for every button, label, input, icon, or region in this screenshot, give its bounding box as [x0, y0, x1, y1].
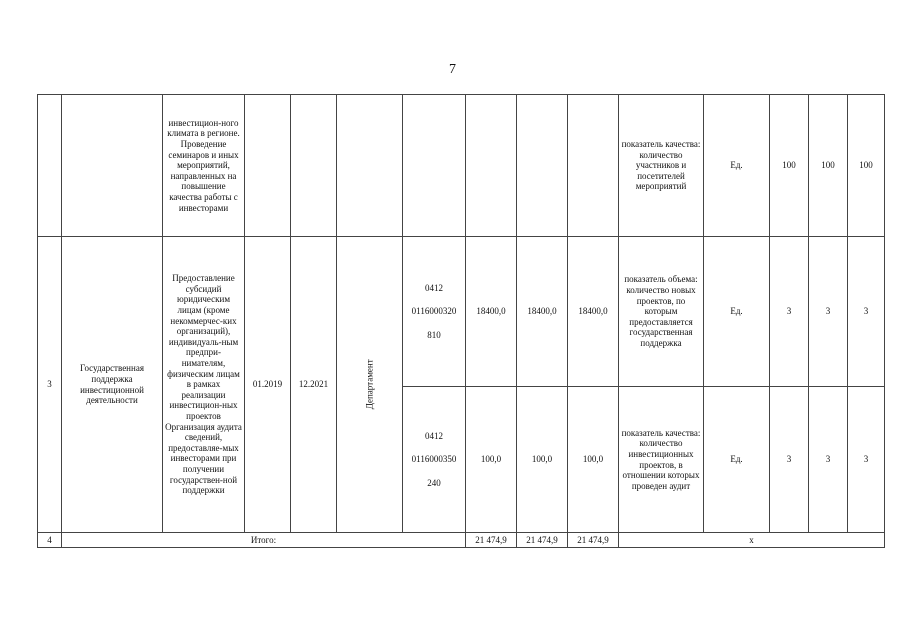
cell-amount-3: 18400,0: [568, 237, 619, 387]
cell-value-2: 100: [809, 95, 848, 237]
cell-amount-2: 100,0: [517, 387, 568, 533]
table-row-3a: [38, 237, 885, 387]
cell-amount-3: 100,0: [568, 387, 619, 533]
cell-indicator: показатель качества: количество инвестиционных проектов, в отношении которых проведен аудит: [619, 387, 704, 533]
cell-value-3: 3: [848, 237, 885, 387]
cell-num: [38, 95, 62, 237]
cell-value-1: 3: [770, 387, 809, 533]
table-row-continuation: [38, 95, 885, 237]
cell-value-1: 100: [770, 95, 809, 237]
cell-num: 3: [38, 237, 62, 533]
cell-value-2: 3: [809, 387, 848, 533]
cell-code: [403, 237, 466, 387]
total-label: Итого:: [62, 533, 466, 548]
cell-num: 4: [38, 533, 62, 548]
cell-end: [291, 95, 337, 237]
cell-value-2: 3: [809, 237, 848, 387]
cell-start: 01.2019: [245, 237, 291, 533]
code-section: 0412: [425, 282, 443, 293]
cell-code: [403, 387, 466, 533]
cell-value-3: 100: [848, 95, 885, 237]
code-type: 810: [427, 329, 441, 340]
executor-label: Департамент: [364, 359, 375, 410]
cell-amount-2: 18400,0: [517, 237, 568, 387]
cell-indicator: показатель качества: количество участников и посетителей мероприятий: [619, 95, 704, 237]
cell-value-3: 3: [848, 387, 885, 533]
cell-amount-1: 100,0: [466, 387, 517, 533]
cell-code: [403, 95, 466, 237]
cell-description: инвестицион-ного климата в регионе. Проведение семинаров и иных мероприятий, направленных на повышение качества работы с инвесторами: [163, 95, 245, 237]
program-table: [37, 94, 885, 548]
cell-amount-2: [517, 95, 568, 237]
code-type: 240: [427, 477, 441, 488]
total-amount-1: 21 474,9: [466, 533, 517, 548]
cell-amount-3: [568, 95, 619, 237]
code-section: 0412: [425, 430, 443, 441]
cell-name: [62, 95, 163, 237]
cell-description: Предоставление субсидий юридическим лицам (кроме некоммерчес-ких организаций), индивидуаль-ным предпри-нимателям, физическим лицам в рамках реализации инвестицион-ных проектов Организация аудита сведений, предоставляе-мых инвесторами при получении государствен-ной поддержки: [163, 237, 245, 533]
code-target: 0116000350: [411, 454, 457, 465]
cell-executor: [337, 237, 403, 533]
cell-unit: Ед.: [704, 387, 770, 533]
cell-amount-1: [466, 95, 517, 237]
cell-indicator: показатель объема: количество новых проектов, по которым предоставляется государственная поддержка: [619, 237, 704, 387]
total-amount-2: 21 474,9: [517, 533, 568, 548]
cell-value-1: 3: [770, 237, 809, 387]
total-mark: х: [619, 533, 885, 548]
page-number: 7: [449, 62, 456, 77]
cell-end: 12.2021: [291, 237, 337, 533]
table-row-total: [38, 533, 885, 548]
cell-name: Государственная поддержка инвестиционной деятельности: [62, 237, 163, 533]
cell-amount-1: 18400,0: [466, 237, 517, 387]
total-amount-3: 21 474,9: [568, 533, 619, 548]
cell-executor: [337, 95, 403, 237]
cell-unit: Ед.: [704, 237, 770, 387]
code-target: 0116000320: [411, 306, 457, 317]
cell-unit: Ед.: [704, 95, 770, 237]
cell-start: [245, 95, 291, 237]
